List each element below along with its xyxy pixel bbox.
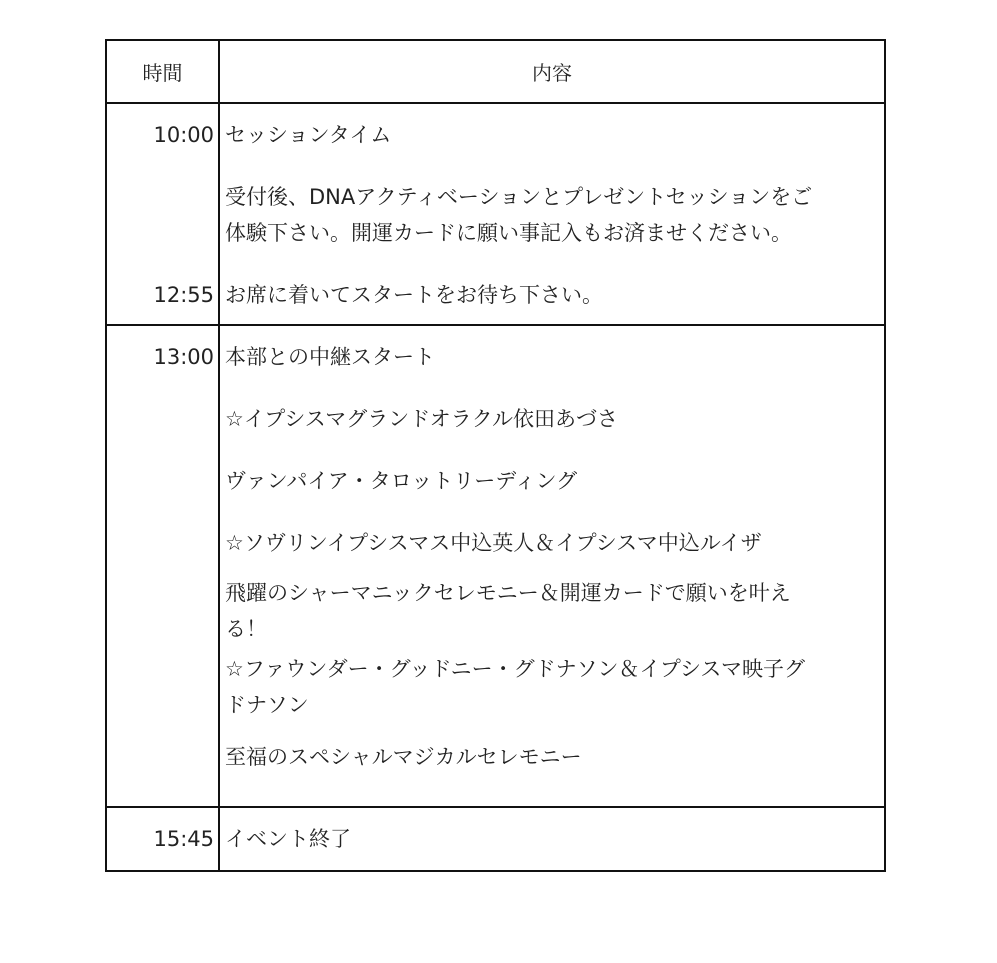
table-row (107, 102, 884, 324)
schedule-item: ☆イプシスマグランドオラクル依田あづさ (225, 407, 619, 431)
table-header-row (107, 41, 884, 102)
time-10-00: 10:00 (153, 123, 214, 147)
item-line: ドナソン (225, 693, 309, 717)
time-cell (107, 104, 220, 324)
schedule-item: イベント終了 (225, 827, 351, 851)
time-12-55: 12:55 (153, 283, 214, 307)
schedule-item (225, 648, 872, 726)
schedule-item: ☆ソヴリンイプシスマス中込英人＆イプシスマ中込ルイザ (225, 531, 762, 555)
schedule-item (225, 166, 872, 264)
time-13-00: 13:00 (153, 345, 214, 369)
schedule-item: ヴァンパイア・タロットリーディング (225, 469, 578, 493)
item-line: る！ (225, 617, 267, 641)
table-row (107, 324, 884, 806)
schedule-item: お席に着いてスタートをお待ち下さい。 (225, 283, 603, 307)
header-time: 時間 (107, 41, 220, 102)
item-line: 体験下さい。開運カードに願い事記入もお済ませください。 (225, 221, 792, 245)
time-cell (107, 326, 220, 806)
schedule-item: セッションタイム (225, 123, 392, 147)
content-cell (220, 326, 884, 806)
schedule-item: 本部との中継スタート (225, 345, 435, 369)
item-line: 飛躍のシャーマニックセレモニー＆開運カードで願いを叶え (225, 581, 791, 605)
schedule-item (225, 574, 872, 648)
header-content: 内容 (532, 61, 572, 85)
time-cell (107, 808, 220, 870)
content-cell (220, 104, 884, 324)
item-line: ☆ファウンダー・グッドニー・グドナソン＆イプシスマ映子グ (225, 657, 805, 681)
schedule-item: 至福のスペシャルマジカルセレモニー (225, 745, 582, 769)
content-cell (220, 808, 884, 870)
table-row (107, 806, 884, 870)
schedule-table (105, 39, 886, 872)
item-line: 受付後、DNAアクティベーションとプレゼントセッションをご (225, 185, 813, 209)
time-15-45: 15:45 (153, 827, 214, 851)
